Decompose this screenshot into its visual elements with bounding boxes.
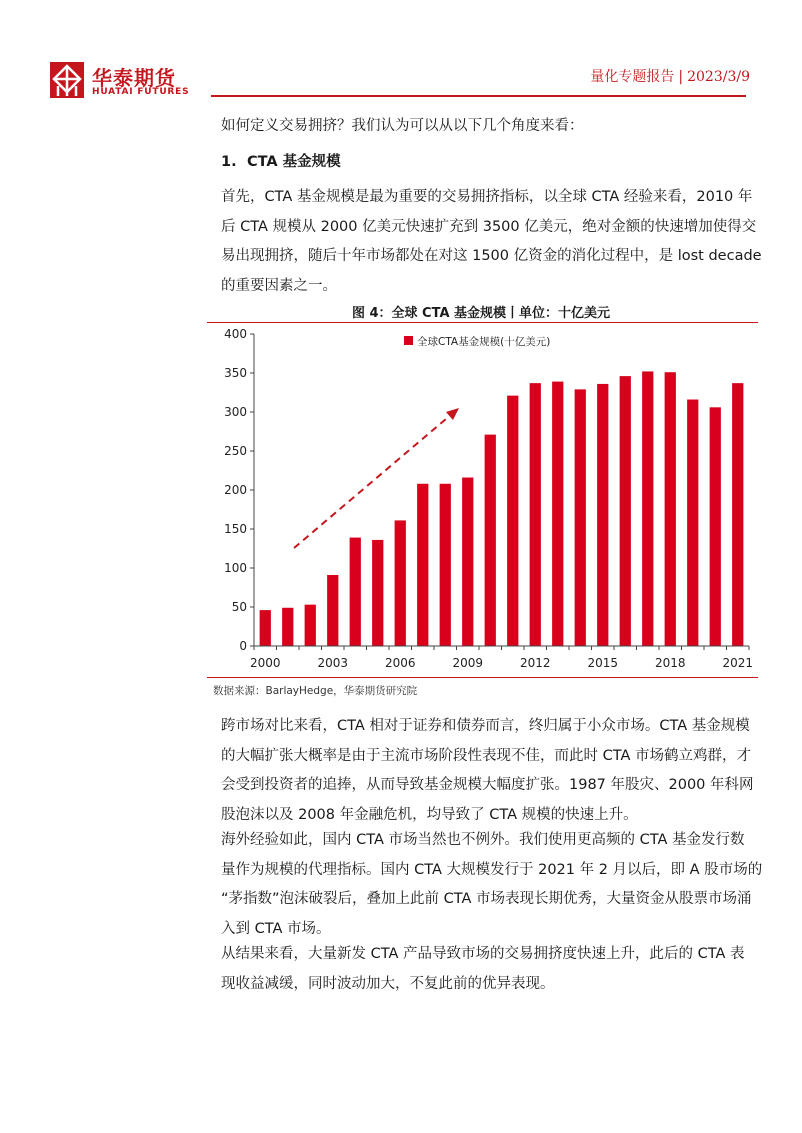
text-line: 后 CTA 规模从 2000 亿美元快速扩充到 3500 亿美元，绝对金额的快速增加使得交 xyxy=(221,218,757,235)
figure-bottom-rule xyxy=(207,677,758,678)
legend-label: 全球CTA基金规模(十亿美元) xyxy=(417,336,551,348)
bar-2012 xyxy=(530,383,541,646)
y-axis xyxy=(224,327,254,653)
y-tick-label: 350 xyxy=(224,366,247,380)
text-line: 股泡沫以及 2008 年金融危机，均导致了 CTA 规模的快速上升。 xyxy=(221,806,638,823)
intro-paragraph xyxy=(221,112,751,142)
bar-2008 xyxy=(440,484,451,646)
text-line: 会受到投资者的追捧，从而导致基金规模大幅度扩张。1987 年股灾、2000 年科网 xyxy=(221,777,754,793)
text-line: 跨市场对比来看，CTA 相对于证券和债券而言，终归属于小众市场。CTA 基金规模 xyxy=(221,718,750,734)
bar-2020 xyxy=(710,407,721,646)
y-tick-label: 200 xyxy=(224,483,247,497)
bar-2001 xyxy=(282,608,293,646)
x-axis xyxy=(250,646,753,670)
bar-2021 xyxy=(732,383,743,646)
bar-2006 xyxy=(395,520,406,646)
x-tick-label: 2006 xyxy=(384,656,416,670)
y-tick-label: 50 xyxy=(231,600,247,614)
bar-2017 xyxy=(642,371,653,646)
x-tick-label: 2021 xyxy=(722,656,754,670)
section-title: CTA 基金规模 xyxy=(247,154,341,170)
trend-arrow xyxy=(294,408,459,548)
legend-swatch xyxy=(404,336,413,345)
paragraph-1 xyxy=(221,183,762,301)
text-line: 的大幅扩张大概率是由于主流市场阶段性表现不佳，而此时 CTA 市场鹤立鸡群，才 xyxy=(221,747,751,764)
company-name-cn: 华泰期货 xyxy=(92,66,176,90)
bar-2019 xyxy=(687,400,698,646)
bar-2007 xyxy=(417,484,428,646)
text-line: 入到 CTA 市场。 xyxy=(221,920,331,937)
header-separator: | xyxy=(678,69,684,85)
bar-2018 xyxy=(665,372,676,646)
y-tick-label: 300 xyxy=(224,405,247,419)
y-tick-label: 400 xyxy=(224,327,247,341)
bar-2002 xyxy=(305,605,316,646)
text-line: 的重要因素之一。 xyxy=(221,277,337,294)
text-line: 易出现拥挤，随后十年市场都处在对这 1500 亿资金的消化过程中，是 lost decade xyxy=(221,248,762,264)
bar-2005 xyxy=(372,540,383,646)
report-date: 2023/3/9 xyxy=(687,69,750,85)
header-rule xyxy=(211,95,746,97)
huatai-logo-icon xyxy=(50,62,84,98)
text-line: 现收益减缓，同时波动加大，不复此前的优异表现。 xyxy=(221,975,555,992)
figure-title: 图 4：全球 CTA 基金规模丨单位：十亿美元 xyxy=(351,306,611,321)
page-header xyxy=(50,60,750,100)
section-heading xyxy=(221,150,341,171)
y-tick-label: 0 xyxy=(239,639,247,653)
x-tick-label: 2003 xyxy=(317,656,349,670)
cta-aum-bar-chart xyxy=(207,324,758,676)
bar-2015 xyxy=(597,384,608,646)
figure-top-rule xyxy=(207,322,758,323)
x-tick-label: 2018 xyxy=(654,656,686,670)
bar-2010 xyxy=(485,435,496,646)
chart-legend xyxy=(404,335,550,348)
trend-arrow-head xyxy=(446,408,459,420)
report-type: 量化专题报告 xyxy=(590,69,675,85)
bar-2014 xyxy=(575,389,586,646)
report-meta xyxy=(590,66,750,86)
bar-2004 xyxy=(350,538,361,646)
bar-2011 xyxy=(507,396,518,646)
text-line: 量作为规模的代理指标。国内 CTA 大规模发行于 2021 年 2 月以后，即 A 股市场的 xyxy=(221,861,763,878)
bar-2000 xyxy=(260,610,271,646)
text-line: “茅指数”泡沫破裂后，叠加上此前 CTA 市场表现长期优秀，大量资金从股票市场涌 xyxy=(221,891,752,907)
text-line: 如何定义交易拥挤？我们认为可以从以下几个角度来看： xyxy=(221,118,584,134)
y-tick-label: 150 xyxy=(224,522,247,536)
paragraph-4 xyxy=(221,940,751,999)
figure-source: 数据来源：BarlayHedge，华泰期货研究院 xyxy=(213,685,418,697)
bar-2003 xyxy=(327,575,338,646)
bar-2013 xyxy=(552,382,563,646)
y-tick-label: 100 xyxy=(224,561,247,575)
company-name-en: HUATAI FUTURES xyxy=(92,87,190,97)
x-tick-label: 2000 xyxy=(249,656,281,670)
section-number: 1. xyxy=(221,154,237,170)
text-line: 从结果来看，大量新发 CTA 产品导致市场的交易拥挤度快速上升，此后的 CTA 表 xyxy=(221,946,745,962)
x-tick-label: 2009 xyxy=(452,656,484,670)
trend-arrow-line xyxy=(294,413,453,548)
text-line: 海外经验如此，国内 CTA 市场当然也不例外。我们使用更高频的 CTA 基金发行数 xyxy=(221,832,745,848)
text-line: 首先，CTA 基金规模是最为重要的交易拥挤指标，以全球 CTA 经验来看，2010 年 xyxy=(221,189,753,205)
x-tick-label: 2012 xyxy=(519,656,551,670)
y-tick-label: 250 xyxy=(224,444,247,458)
bar-2016 xyxy=(620,376,631,646)
bar-series xyxy=(260,371,744,646)
paragraph-2 xyxy=(221,712,754,830)
bar-2009 xyxy=(462,478,473,646)
x-tick-label: 2015 xyxy=(587,656,619,670)
paragraph-3 xyxy=(221,826,763,944)
